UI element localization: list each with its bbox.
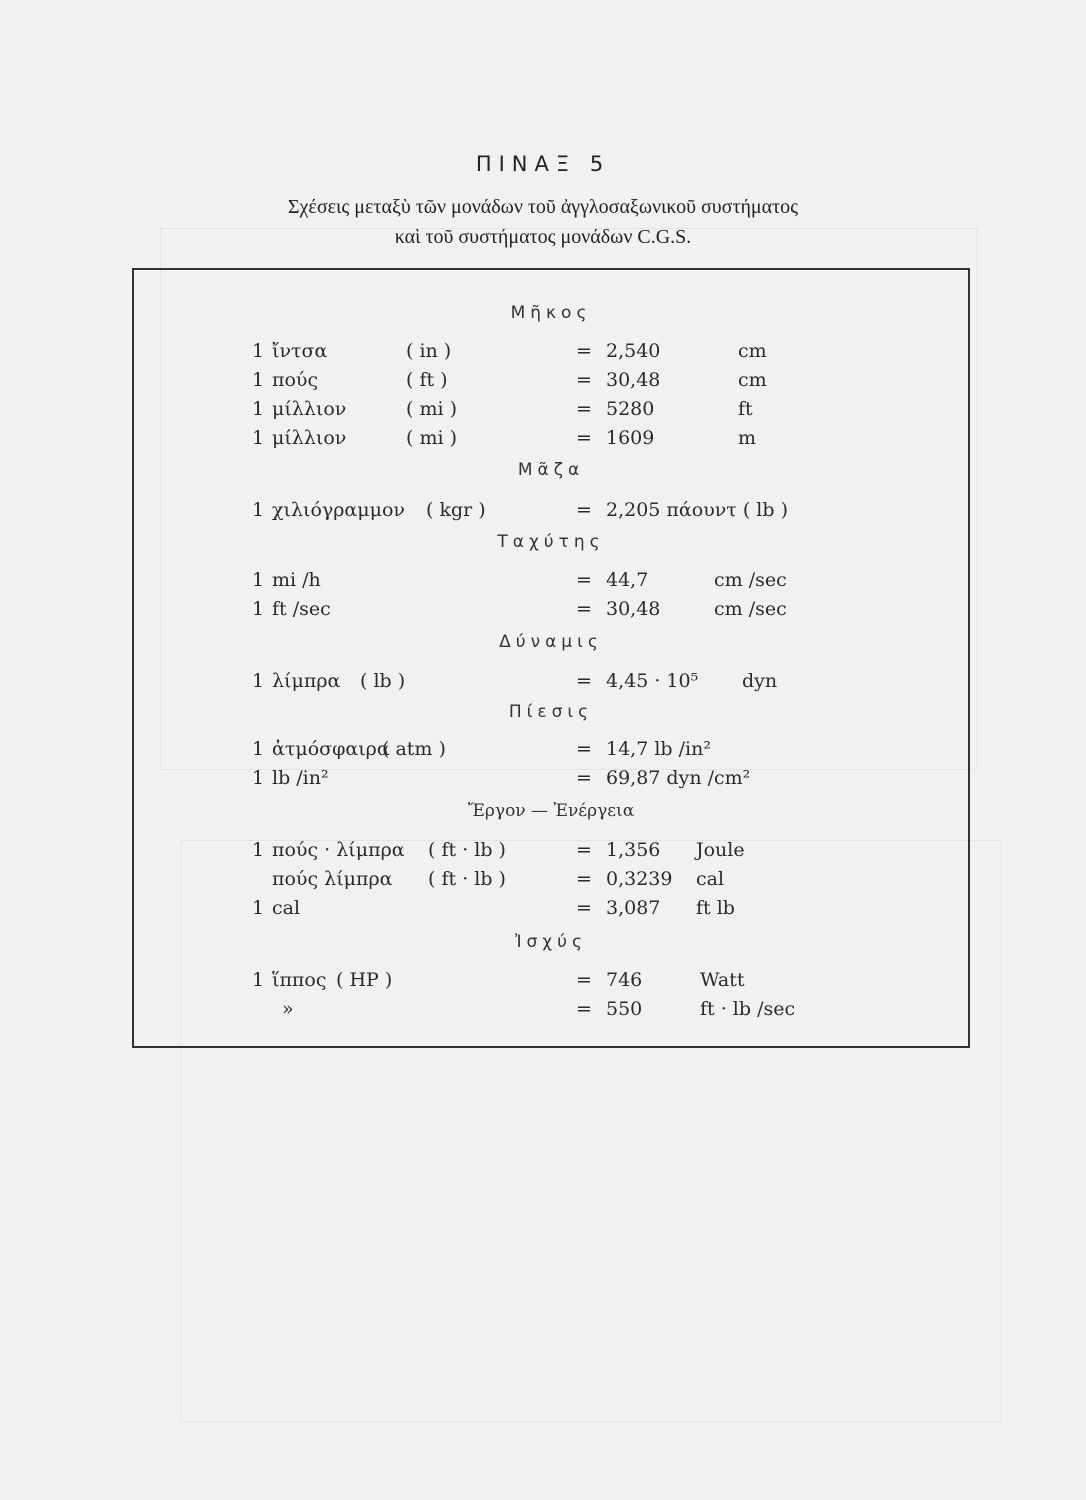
row-value: 44,7: [606, 569, 649, 591]
row-value: 1609: [606, 427, 655, 449]
table-row: [134, 996, 968, 1022]
row-qty: 1: [252, 427, 265, 449]
row-unit: ft · lb /sec: [700, 998, 796, 1020]
row-unit: cal: [696, 868, 725, 890]
row-unit: cm /sec: [714, 569, 787, 591]
section-heading-pressure: Πίεσις: [508, 702, 594, 722]
row-eq: =: [576, 499, 592, 521]
table-row: [134, 866, 968, 892]
row-abbr: ( atm ): [382, 738, 446, 760]
section-heading-mass: Μᾶζα: [517, 460, 585, 480]
table-row: [134, 596, 968, 622]
table-row: [134, 736, 968, 762]
row-eq: =: [576, 738, 592, 760]
row-value: 5280: [606, 398, 655, 420]
row-value: 30,48: [606, 598, 661, 620]
row-eq: =: [576, 427, 592, 449]
row-eq: =: [576, 398, 592, 420]
row-value: 69,87 dyn /cm²: [606, 767, 751, 789]
row-eq: =: [576, 569, 592, 591]
row-name: μίλλιον: [272, 427, 347, 449]
row-abbr: ( ft ): [406, 369, 448, 391]
row-eq: =: [576, 969, 592, 991]
subtitle-line-2: καὶ τοῦ συστήματος μονάδων C.G.S.: [394, 226, 692, 248]
row-name: χιλιόγραμμον: [272, 499, 405, 521]
row-unit: cm /sec: [714, 598, 787, 620]
row-abbr: ( mi ): [406, 427, 457, 449]
row-unit: Joule: [696, 839, 745, 861]
row-value: 4,45 · 10⁵: [606, 670, 699, 692]
row-name: ἵππος: [272, 969, 327, 991]
subtitle-line-1: Σχέσεις μεταξὺ τῶν μονάδων τοῦ ἀγγλοσαξωνικοῦ συστήματος: [287, 196, 799, 218]
row-qty: 1: [252, 738, 265, 760]
row-abbr: ( ft · lb ): [428, 868, 506, 890]
table-row: [134, 668, 968, 694]
row-unit: ft: [738, 398, 753, 420]
row-unit: Watt: [700, 969, 745, 991]
table-row: [134, 837, 968, 863]
row-value: 2,205 πάουντ ( lb ): [606, 499, 788, 521]
row-unit: cm: [738, 340, 767, 362]
page-title: ΠΙΝΑΞ 5: [475, 152, 611, 176]
row-qty: 1: [252, 398, 265, 420]
row-qty: 1: [252, 767, 265, 789]
row-abbr: ( lb ): [360, 670, 406, 692]
table-row: [134, 425, 968, 451]
section-heading-force: Δύναμις: [499, 632, 603, 652]
table-row: [134, 497, 968, 523]
row-unit: dyn: [742, 670, 778, 692]
row-name: cal: [272, 897, 301, 919]
row-name: λίμπρα: [272, 670, 341, 692]
table-row: [134, 396, 968, 422]
row-qty: 1: [252, 598, 265, 620]
row-unit: m: [738, 427, 757, 449]
row-qty: 1: [252, 969, 265, 991]
table-row: [134, 967, 968, 993]
table-row: [134, 567, 968, 593]
row-value: 1,356: [606, 839, 661, 861]
section-heading-velocity: Ταχύτης: [497, 532, 605, 552]
row-abbr: ( HP ): [336, 969, 393, 991]
row-eq: =: [576, 868, 592, 890]
row-qty: 1: [252, 369, 265, 391]
table-row: [134, 338, 968, 364]
row-eq: =: [576, 897, 592, 919]
row-unit: cm: [738, 369, 767, 391]
row-value: 3,087: [606, 897, 661, 919]
row-qty: 1: [252, 897, 265, 919]
row-name: mi /h: [272, 569, 321, 591]
row-name: ἀτμόσφαιρα: [272, 738, 390, 760]
row-qty: 1: [252, 839, 265, 861]
table-row: [134, 765, 968, 791]
section-heading-work-energy: Ἔργον — Ἐνέργεια: [467, 801, 635, 821]
row-value: 14,7 lb /in²: [606, 738, 711, 760]
section-heading-length: Μῆκος: [510, 303, 592, 323]
row-eq: =: [576, 670, 592, 692]
row-qty: 1: [252, 569, 265, 591]
row-name: ft /sec: [272, 598, 331, 620]
row-unit: ft lb: [696, 897, 735, 919]
row-value: 746: [606, 969, 643, 991]
row-name: πούς λίμπρα: [272, 868, 393, 890]
row-name: πούς · λίμπρα: [272, 839, 405, 861]
table-row: [134, 895, 968, 921]
row-abbr: ( kgr ): [426, 499, 486, 521]
row-qty: 1: [252, 340, 265, 362]
row-name: »: [282, 998, 294, 1020]
row-eq: =: [576, 998, 592, 1020]
row-eq: =: [576, 767, 592, 789]
conversion-table: [132, 268, 970, 1048]
row-abbr: ( in ): [406, 340, 452, 362]
row-name: lb /in²: [272, 767, 329, 789]
row-value: 550: [606, 998, 643, 1020]
row-name: μίλλιον: [272, 398, 347, 420]
row-eq: =: [576, 839, 592, 861]
row-value: 0,3239: [606, 868, 673, 890]
row-value: 2,540: [606, 340, 661, 362]
row-eq: =: [576, 598, 592, 620]
row-abbr: ( mi ): [406, 398, 457, 420]
section-heading-power: Ἰσχύς: [515, 932, 587, 952]
row-abbr: ( ft · lb ): [428, 839, 506, 861]
row-eq: =: [576, 340, 592, 362]
row-eq: =: [576, 369, 592, 391]
row-qty: 1: [252, 670, 265, 692]
row-qty: 1: [252, 499, 265, 521]
row-name: ἴντσα: [272, 340, 328, 362]
row-value: 30,48: [606, 369, 661, 391]
row-name: πούς: [272, 369, 319, 391]
table-row: [134, 367, 968, 393]
